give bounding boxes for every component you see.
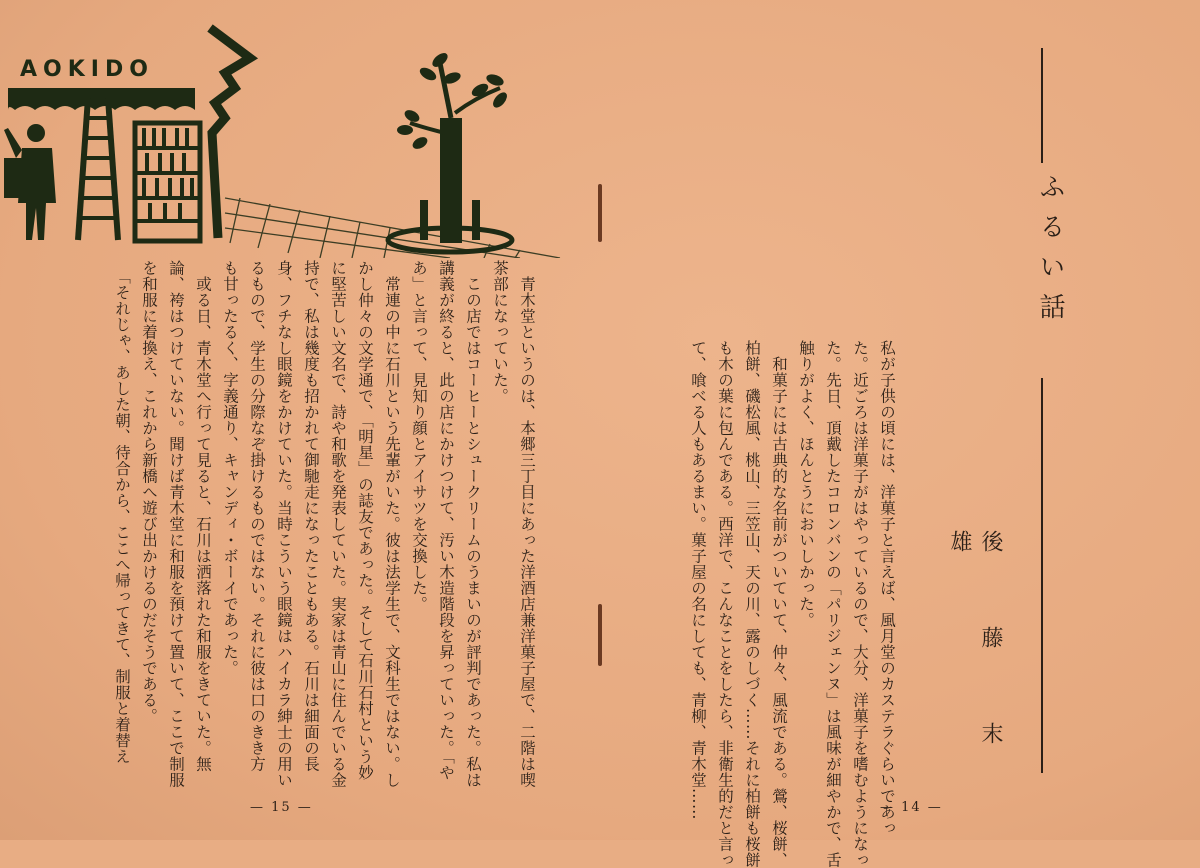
article-title: ふるい話: [1035, 173, 1065, 333]
right-page-body: 私が子供の頃には、洋菓子と言えば、風月堂のカステラぐらいであっ た。近ごろは洋菓子がはやっているので、大分、洋菓子を嗜むようになっ た。先日、頂戴したコロンバンの「パリジェンヌ」は風味が細やかで、舌 触りがよく、ほんとうにおいしかった。 和菓子には古典的な名前がついていて、仲々、風流である。鶯、桜餅、 柏餅、磯松風、桃山、三笠山、天の川、露のしづく……それに柏餅も桜餅 も木の葉に包んである。西洋で、こんなことをしたら、非衛生的だと言っ て、喰べる人もあるまい。菓子屋の名にしても、青柳、青木堂……: [689, 340, 896, 868]
left-page-body: 青木堂というのは、本郷三丁目にあった洋酒店兼洋菓子屋で、二階は喫 茶部になっていた。 この店ではコーヒーとシュークリームのうまいのが評判であった。私は 講義が終ると、此の店にかけつけて、汚い木造階段を昇っていった。「や あ」と言って、見知り顔とアイサツを交換した。 常連の中に石川という先輩がいた。彼は法学生で、文科生ではない。し かし仲々の文学通で、「明星」の誌友であった。そして石川石村という妙 に堅苦しい文名で、詩や和歌を発表していた。実家は青山に住んでいる金 持で、私は幾度も招かれて御馳走になったこともある。石川は細面の長 身、フチなし眼鏡をかけていた。当時こういう眼鏡はハイカラ紳士の用い るもので、学生の分際なぞ掛けるものではない。それに彼は口のきき方 も甘ったるく、字義通り、キャンディ・ボーイであった。 或る日、青木堂へ行って見ると、石川は洒落れた和服をきていた。無 論、袴はつけていない。聞けば青木堂に和服を預けて置いて、ここで制服 を和服に着換え、これから新橋へ遊び出かけるのだそうである。 「それじゃ、あした朝、待合から、ここへ帰ってきて、制服と着替え: [113, 260, 536, 788]
binding-mark-top: [598, 184, 602, 242]
title-block: [1032, 48, 1065, 778]
binding-mark-bottom: [598, 604, 602, 666]
title-rule-bottom: [1041, 378, 1043, 773]
title-rule-top: [1041, 48, 1043, 163]
page-number-right: — 14 —: [880, 800, 943, 815]
aokido-shop-illustration: [0, 18, 570, 258]
author-name: 後 藤 末 雄: [947, 530, 1003, 818]
shop-sign-text: AOKIDO: [20, 57, 154, 82]
page-number-left: — 15 —: [250, 800, 313, 815]
